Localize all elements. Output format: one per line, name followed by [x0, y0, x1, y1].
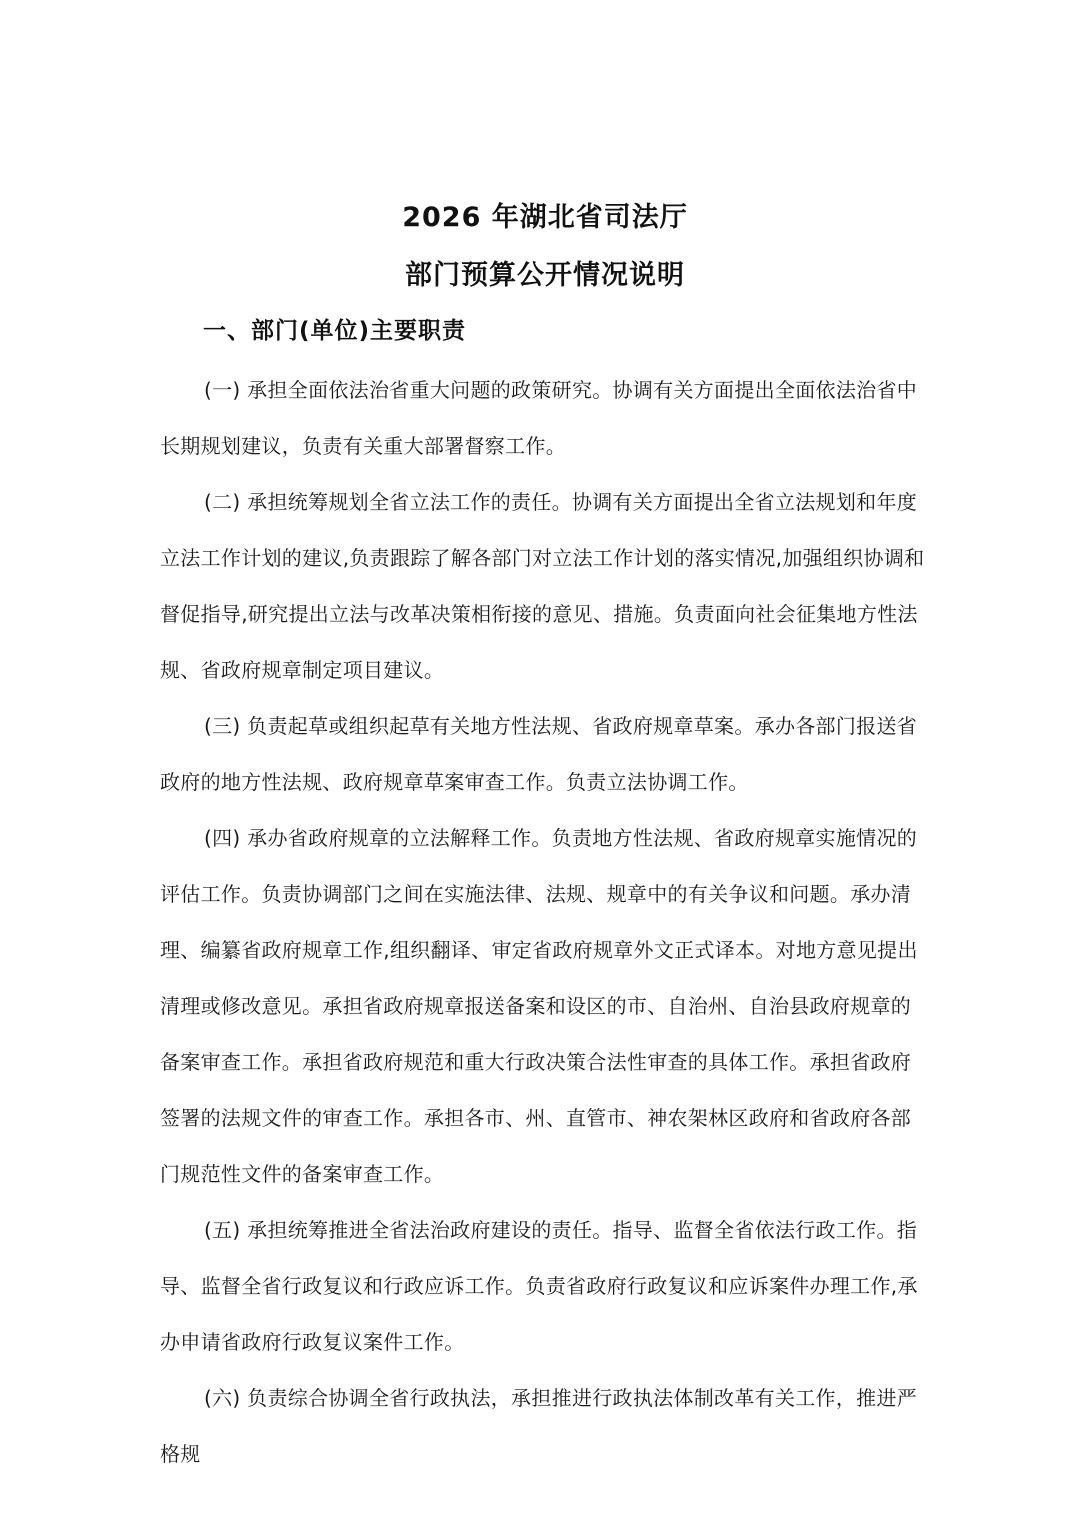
paragraph-6: (六) 负责综合协调全省行政执法，承担推进行政执法体制改革有关工作，推进严格规	[160, 1386, 918, 1466]
paragraph-2: (二) 承担统筹规划全省立法工作的责任。协调有关方面提出全省立法规划和年度立法工作计划的建议,负责跟踪了解各部门对立法工作计划的落实情况,加强组织协调和督促指导,研究提出立法与改革决策相衔接的意见、措施。负责面向社会征集地方性法规、省政府规章制定项目建议。	[160, 490, 925, 682]
document-content	[160, 0, 930, 1482]
paragraph-5: (五) 承担统筹推进全省法治政府建设的责任。指导、监督全省依法行政工作。指导、监督全省行政复议和行政应诉工作。负责省政府行政复议和应诉案件办理工作,承办申请省政府行政复议案件工作。	[160, 1218, 918, 1354]
section-heading: 一、部门(单位)主要职责	[203, 318, 467, 344]
paragraph-3: (三) 负责起草或组织起草有关地方性法规、省政府规章草案。承办各部门报送省政府的地方性法规、政府规章草案审查工作。负责立法协调工作。	[160, 714, 918, 794]
paragraph-4: (四) 承办省政府规章的立法解释工作。负责地方性法规、省政府规章实施情况的评估工作。负责协调部门之间在实施法律、法规、规章中的有关争议和问题。承办清理、编纂省政府规章工作,组织翻译、审定省政府规章外文正式译本。对地方意见提出清理或修改意见。承担省政府规章报送备案和设区的市、自治州、自治县政府规章的备案审查工作。承担省政府规范和重大行政决策合法性审查的具体工作。承担省政府签署的法规文件的审查工作。承担各市、州、直管市、神农架林区政府和省政府各部门规范性文件的备案审查工作。	[160, 826, 918, 1186]
document-title-line2: 部门预算公开情况说明	[405, 260, 685, 291]
document-title-line1: 2026 年湖北省司法厅	[402, 202, 688, 233]
paragraph-1: (一) 承担全面依法治省重大问题的政策研究。协调有关方面提出全面依法治省中长期规划建议，负责有关重大部署督察工作。	[160, 378, 918, 458]
document-body	[160, 362, 930, 1482]
